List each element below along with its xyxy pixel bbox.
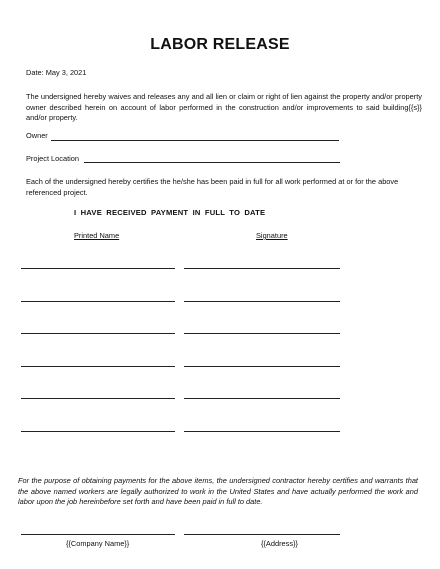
printed-name-line[interactable] xyxy=(21,333,175,334)
signature-line[interactable] xyxy=(184,301,340,302)
address-line[interactable] xyxy=(184,534,340,535)
date-line: Date: May 3, 2021 xyxy=(26,68,87,77)
signature-header: Signature xyxy=(256,231,288,240)
signature-line[interactable] xyxy=(184,333,340,334)
printed-name-header: Printed Name xyxy=(74,231,120,240)
printed-name-line[interactable] xyxy=(21,431,175,432)
project-location-field-line[interactable] xyxy=(84,162,340,163)
certify-paragraph: Each of the undersigned hereby certifies the he/she has been paid in full for all work performed at or for the above referenced project. xyxy=(26,177,399,197)
signature-line[interactable] xyxy=(184,398,340,399)
signature-line[interactable] xyxy=(184,268,340,269)
purpose-paragraph: For the purpose of obtaining payments for the above items, the undersigned contractor hereby certifies and warrants that the above named workers are legally authorized to work in the United States and have actually performed the work and labor upon the job hereinbefore set forth and have been paid in full to date. xyxy=(18,476,418,506)
address-placeholder: {{Address}} xyxy=(261,539,298,548)
owner-field-line[interactable] xyxy=(51,140,339,141)
received-payment-heading: I HAVE RECEIVED PAYMENT IN FULL TO DATE xyxy=(74,208,266,217)
printed-name-line[interactable] xyxy=(21,268,175,269)
document-title: LABOR RELEASE xyxy=(150,36,290,53)
signature-line[interactable] xyxy=(184,431,340,432)
project-location-label: Project Location xyxy=(26,154,79,163)
company-name-line[interactable] xyxy=(21,534,175,535)
printed-name-line[interactable] xyxy=(21,301,175,302)
company-name-placeholder: {{Company Name}} xyxy=(66,539,130,548)
printed-name-line[interactable] xyxy=(21,398,175,399)
owner-label: Owner xyxy=(26,131,48,140)
printed-name-line[interactable] xyxy=(21,366,175,367)
signature-line[interactable] xyxy=(184,366,340,367)
intro-paragraph: The undersigned hereby waives and releases any and all lien or claim or right of lien against the property and/or property owner described herein on account of labor performed in the construction and/or improvements to said building{{s}} and/or property. xyxy=(26,92,422,122)
